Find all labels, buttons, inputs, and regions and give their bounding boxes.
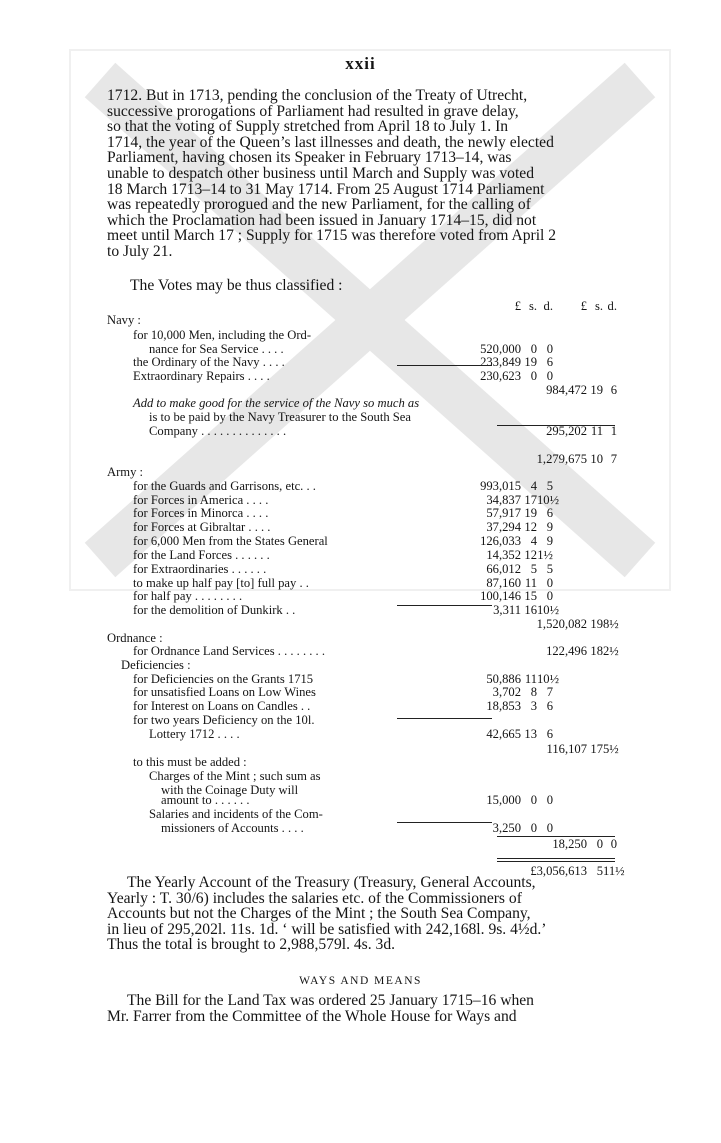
amount-d1: 0	[546, 576, 553, 590]
table-row	[107, 713, 617, 727]
closing-paragraph	[107, 993, 617, 1024]
row-label: for the demolition of Dunkirk . .	[133, 603, 296, 617]
row-label: Extraordinary Repairs . . . .	[133, 369, 270, 383]
intro-line: meet until March 17 ; Supply for 1715 was therefore voted from April 2	[107, 227, 557, 245]
amount-d1: 6	[546, 727, 553, 741]
table-row	[107, 465, 617, 479]
amount-s1: 8	[530, 685, 537, 699]
row-label: amount to . . . . . .	[161, 793, 250, 807]
row-label: to make up half pay [to] full pay . .	[133, 576, 309, 590]
amount-s1: 12	[524, 520, 537, 534]
amount-d1: 6	[546, 506, 553, 520]
amount-l1: 87,160	[486, 576, 521, 590]
amount-d2: 8½	[603, 617, 619, 631]
subtotal-rule	[497, 836, 615, 837]
intro-line: unable to despatch other business until March and Supply was voted	[107, 164, 535, 182]
amount-s1: 0	[530, 369, 537, 383]
amount-d1: 6	[546, 355, 553, 369]
amount-d2: 1	[610, 424, 617, 438]
table-row	[107, 410, 617, 424]
table-row	[107, 793, 617, 807]
table-row	[107, 576, 617, 590]
row-label: for Ordnance Land Services . . . . . . . .	[133, 644, 325, 658]
amount-d1: 9	[546, 534, 553, 548]
amount-l1: 57,917	[486, 506, 521, 520]
amount-l1: 3,311	[493, 603, 521, 617]
row-label: Navy :	[107, 313, 141, 327]
amount-s2: 19	[590, 383, 603, 397]
table-row	[107, 396, 617, 410]
table-row	[107, 617, 617, 631]
table-row	[107, 383, 617, 397]
intro-line: so that the voting of Supply stretched from April 18 to July 1. In	[107, 118, 509, 136]
amount-d1: 5	[546, 562, 553, 576]
subtotal-rule	[397, 605, 492, 606]
table-row	[107, 452, 617, 466]
table-row	[107, 685, 617, 699]
amount-d1: 6	[546, 699, 553, 713]
table-row	[107, 506, 617, 520]
table-row	[107, 837, 617, 851]
table-row	[107, 548, 617, 562]
table-row	[107, 727, 617, 741]
amount-s2: 11	[590, 424, 603, 438]
row-label: for the Guards and Garrisons, etc. . .	[133, 479, 316, 493]
intro-line: 18 March 1713–14 to 31 May 1714. From 25 August 1714 Parliament	[107, 180, 545, 198]
amount-l1: 50,886	[486, 672, 521, 686]
yearly-line: in lieu of 295,202l. 11s. 1d. ‘ will be satisfied with 242,168l. 9s. 4½d.’	[107, 920, 547, 938]
amount-l1: 993,015	[480, 479, 521, 493]
amount-d2: 2½	[603, 644, 619, 658]
amount-l1: 3,250	[492, 821, 521, 835]
amount-l2: £3,056,613	[530, 864, 587, 878]
row-label: Ordnance :	[107, 631, 163, 645]
amount-s2: 5	[596, 864, 603, 878]
row-label: for Extraordinaries . . . . . .	[133, 562, 267, 576]
section-heading: WAYS AND MEANS	[299, 975, 422, 987]
closing-line: Mr. Farrer from the Committee of the Whole House for Ways and	[107, 1007, 517, 1025]
table-row	[107, 520, 617, 534]
intro-line: Parliament, having chosen its Speaker in February 1713–14, was	[107, 149, 512, 167]
intro-line: 1712. But in 1713, pending the conclusion of the Treaty of Utrecht,	[107, 87, 528, 104]
row-label: nance for Sea Service . . . .	[149, 342, 284, 356]
amount-d1: 0	[546, 793, 553, 807]
amount-l1: 37,294	[486, 520, 521, 534]
table-row	[107, 369, 617, 383]
yearly-line: Yearly : T. 30/6) includes the salaries etc. of the Commissioners of	[107, 889, 522, 907]
table-row	[107, 562, 617, 576]
row-label: for Forces in Minorca . . . .	[133, 506, 269, 520]
intro-line: successive prorogations of Parliament had resulted in grave delay,	[107, 102, 519, 120]
amount-d1: 10½	[537, 672, 560, 686]
col-header-shillings-total: s.	[594, 299, 603, 313]
row-label: Add to make good for the service of the Navy so much as	[133, 396, 420, 410]
amount-s1: 19	[524, 506, 537, 520]
table-row	[107, 534, 617, 548]
yearly-line: Accounts but not the Charges of the Mint ; the South Sea Company,	[107, 905, 531, 923]
amount-s1: 15	[524, 589, 537, 603]
intro-line: which the Proclamation had been issued in January 1714–15, did not	[107, 211, 537, 229]
subtotal-rule	[397, 822, 492, 823]
col-header-pounds-total: £	[580, 299, 587, 313]
row-label: with the Coinage Duty will	[161, 783, 299, 797]
amount-l2: 984,472	[546, 383, 587, 397]
amount-l1: 14,352	[486, 548, 521, 562]
col-header-pence: d.	[543, 299, 553, 313]
subtotal-rule	[397, 365, 492, 366]
amount-d2: 5½	[603, 742, 619, 756]
row-label: for half pay . . . . . . . .	[133, 589, 243, 603]
amount-l1: 15,000	[486, 793, 521, 807]
amount-s1: 16	[524, 603, 537, 617]
amount-d1: 7	[546, 685, 553, 699]
amount-d1: 1½	[537, 548, 553, 562]
table-row	[107, 589, 617, 603]
amount-d1: 9	[546, 520, 553, 534]
amount-s1: 11	[524, 672, 537, 686]
amount-d2: 7	[610, 452, 617, 466]
votes-intro: The Votes may be thus classified :	[130, 277, 343, 294]
table-row	[107, 742, 617, 756]
row-label: for 6,000 Men from the States General	[133, 534, 328, 548]
col-header-shillings: s.	[528, 299, 537, 313]
amount-s1: 0	[530, 793, 537, 807]
row-label: Army :	[107, 465, 144, 479]
yearly-line: The Yearly Account of the Treasury (Treasury, General Accounts,	[127, 874, 536, 891]
intro-paragraph	[107, 88, 617, 260]
row-label: Deficiencies :	[121, 658, 191, 672]
intro-line: was repeatedly prorogued and the new Parliament, for the calling of	[107, 196, 531, 214]
table-row	[107, 658, 617, 672]
table-row	[107, 493, 617, 507]
amount-d2: 0	[610, 837, 617, 851]
amount-l1: 520,000	[480, 342, 521, 356]
amount-d1: 0	[546, 369, 553, 383]
table-row	[107, 672, 617, 686]
row-label: Charges of the Mint ; such sum as	[149, 769, 321, 783]
row-label: missioners of Accounts . . . .	[161, 821, 304, 835]
row-label: to this must be added :	[133, 755, 247, 769]
amount-s1: 13	[524, 727, 537, 741]
amount-s2: 19	[590, 617, 603, 631]
amount-l2: 1,520,082	[536, 617, 587, 631]
table-row	[107, 769, 617, 783]
table-row	[107, 328, 617, 342]
amount-l2: 116,107	[546, 742, 587, 756]
amount-l1: 34,837	[486, 493, 521, 507]
intro-line: to July 21.	[107, 242, 173, 260]
table-row	[107, 644, 617, 658]
amount-s2: 0	[596, 837, 603, 851]
amount-d2: 11½	[603, 864, 625, 878]
table-row	[107, 699, 617, 713]
amount-d1: 5	[546, 479, 553, 493]
table-row	[107, 479, 617, 493]
amount-s2: 10	[590, 452, 603, 466]
amount-s1: 19	[524, 355, 537, 369]
amount-l1: 42,665	[486, 727, 521, 741]
amount-s2: 17	[590, 742, 603, 756]
amount-l2: 122,496	[546, 644, 587, 658]
table-row	[107, 807, 617, 821]
row-label: Salaries and incidents of the Com-	[149, 807, 323, 821]
amount-d1: 0	[546, 589, 553, 603]
row-label: Lottery 1712 . . . .	[149, 727, 240, 741]
amount-s1: 3	[530, 699, 537, 713]
amount-l2: 295,202	[546, 424, 587, 438]
table-row	[107, 631, 617, 645]
page-number: xxii	[345, 54, 376, 73]
amount-l1: 3,702	[492, 685, 521, 699]
table-row	[107, 603, 617, 617]
amount-l2: 1,279,675	[536, 452, 587, 466]
row-label: for Forces at Gibraltar . . . .	[133, 520, 271, 534]
amount-s1: 5	[530, 562, 537, 576]
row-label: for 10,000 Men, including the Ord-	[133, 328, 312, 342]
amount-s1: 4	[530, 534, 537, 548]
table-row	[107, 355, 617, 369]
closing-line: The Bill for the Land Tax was ordered 25 January 1715–16 when	[127, 992, 534, 1009]
amount-l1: 230,623	[480, 369, 521, 383]
amount-l1: 233,849	[480, 355, 521, 369]
amount-l1: 126,033	[480, 534, 521, 548]
yearly-account-paragraph	[107, 875, 617, 953]
row-label: Company . . . . . . . . . . . . . .	[149, 424, 287, 438]
subtotal-rule	[397, 718, 492, 719]
amount-l1: 66,012	[486, 562, 521, 576]
amount-s1: 12	[524, 548, 537, 562]
amount-s1: 0	[530, 342, 537, 356]
row-label: for two years Deficiency on the 10l.	[133, 713, 315, 727]
amount-s1: 11	[524, 576, 537, 590]
row-label: for Deficiencies on the Grants 1715	[133, 672, 314, 686]
intro-line: 1714, the year of the Queen’s last illnesses and death, the newly elected	[107, 133, 554, 151]
row-label: for unsatisfied Loans on Low Wines	[133, 685, 316, 699]
amount-l1: 100,146	[480, 589, 521, 603]
amount-s1: 17	[524, 493, 537, 507]
amount-d2: 6	[610, 383, 617, 397]
amount-d1: 0	[546, 821, 553, 835]
row-label: for Forces in America . . . .	[133, 493, 269, 507]
amount-l1: 18,853	[486, 699, 521, 713]
table-row	[107, 821, 617, 835]
amount-l2: 18,250	[552, 837, 587, 851]
amount-s1: 0	[530, 821, 537, 835]
row-label: is to be paid by the Navy Treasurer to the South Sea	[149, 410, 411, 424]
table-row	[107, 342, 617, 356]
subtotal-rule	[497, 425, 615, 426]
table-row	[107, 755, 617, 769]
amount-d1: 0	[546, 342, 553, 356]
amount-d1: 10½	[537, 493, 560, 507]
col-header-pence-total: d.	[607, 299, 617, 313]
col-header-pounds: £	[514, 299, 521, 313]
table-header-row	[107, 299, 617, 313]
yearly-line: Thus the total is brought to 2,988,579l. 4s. 3d.	[107, 936, 396, 954]
row-label: for Interest on Loans on Candles . .	[133, 699, 311, 713]
row-label: the Ordinary of the Navy . . . .	[133, 355, 285, 369]
table-row	[107, 313, 617, 327]
row-label: for the Land Forces . . . . . .	[133, 548, 270, 562]
table-row	[107, 424, 617, 438]
grand-total-double-rule	[497, 858, 615, 862]
amount-s1: 4	[530, 479, 537, 493]
amount-d1: 10½	[537, 603, 560, 617]
amount-s2: 18	[590, 644, 603, 658]
